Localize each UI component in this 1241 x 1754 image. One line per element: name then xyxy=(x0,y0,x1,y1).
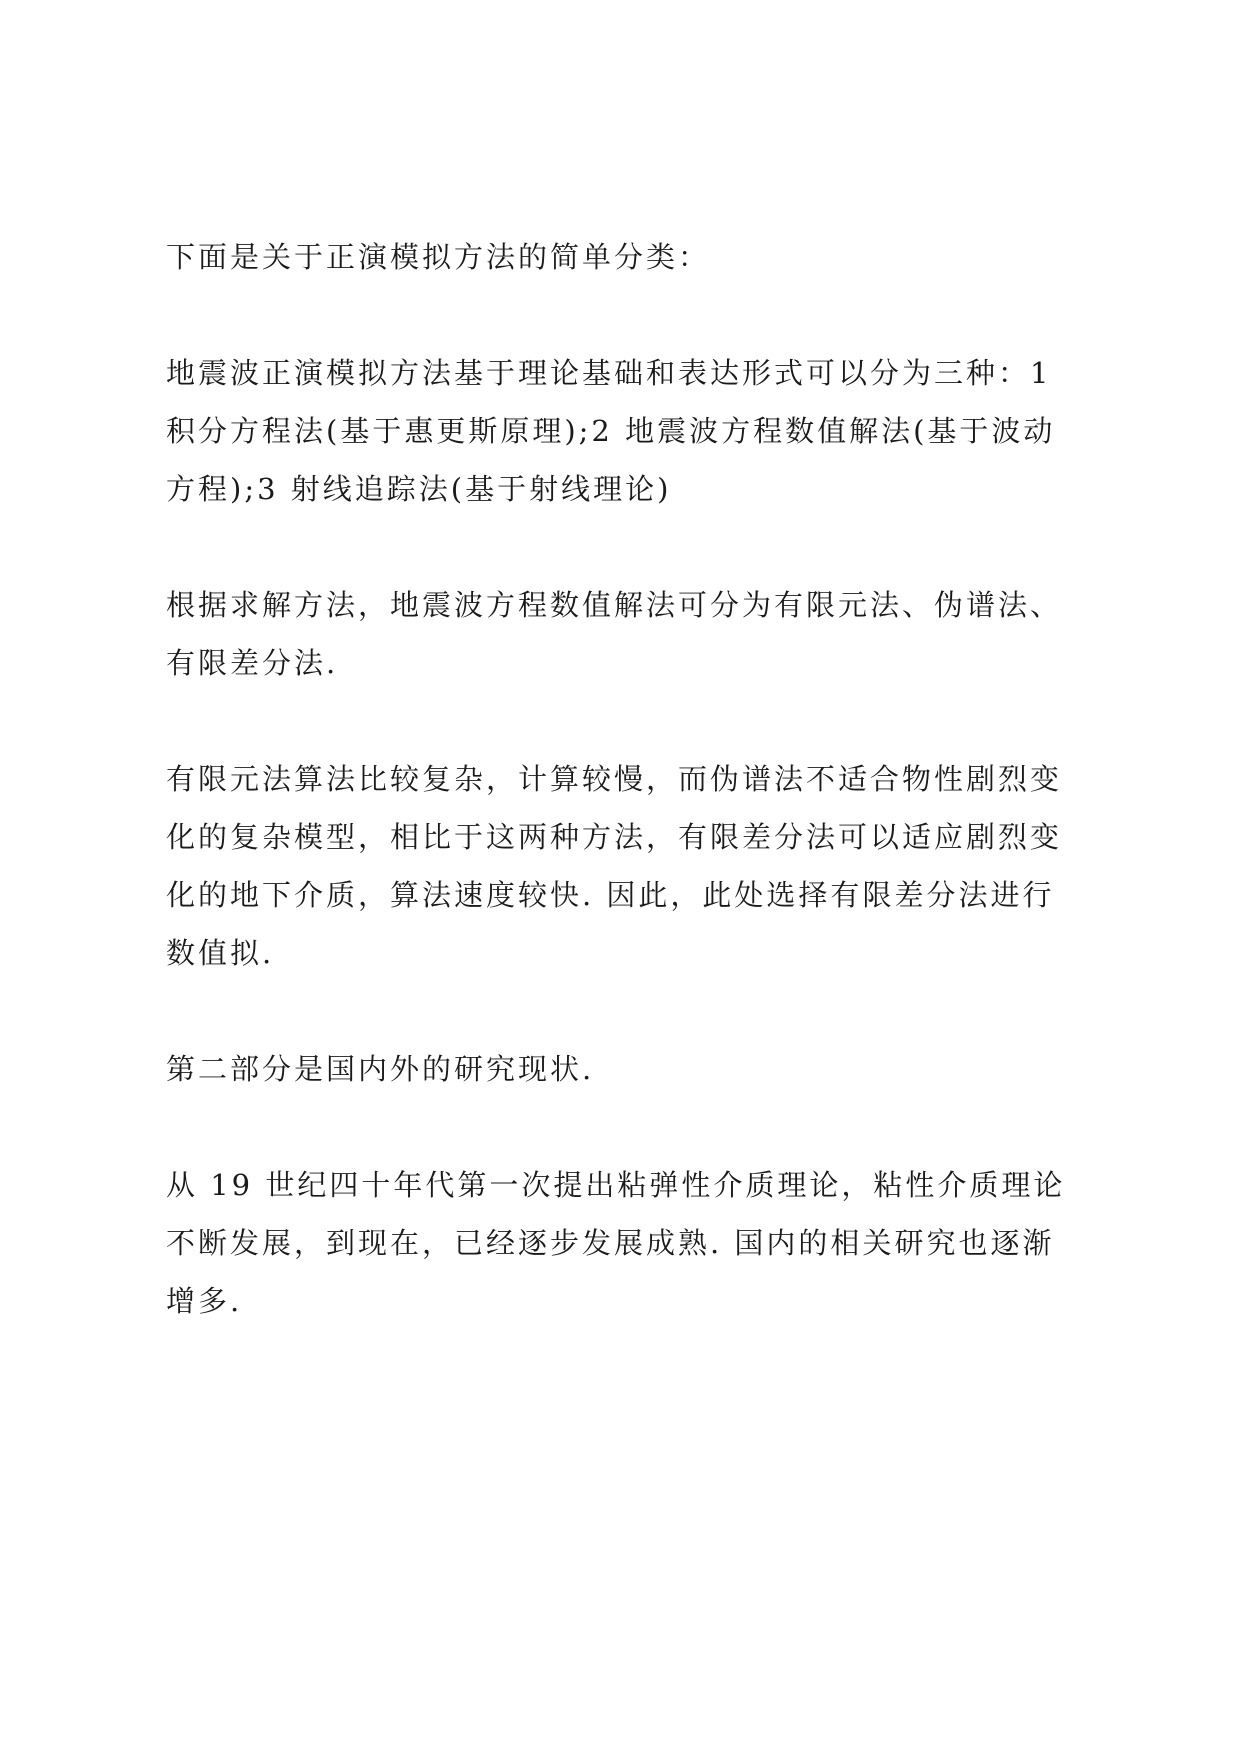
paragraph-intro xyxy=(166,228,1096,286)
text-line: 第二部分是国内外的研究现状. xyxy=(166,1052,595,1086)
text-line: 化的复杂模型，相比于这两种方法，有限差分法可以适应剧烈变 xyxy=(166,820,1063,854)
text-line: 化的地下介质，算法速度较快. 因此，此处选择有限差分法进行 xyxy=(166,878,1055,912)
text-line: 下面是关于正演模拟方法的简单分类： xyxy=(166,240,711,274)
text-line: 数值拟. xyxy=(166,936,275,970)
text-line: 方程);3 射线追踪法(基于射线理论) xyxy=(166,472,672,506)
paragraph-section-two xyxy=(166,1040,1096,1098)
text-line: 从 19 世纪四十年代第一次提出粘弹性介质理论，粘性介质理论 xyxy=(166,1168,1066,1202)
paragraph-research-status xyxy=(166,1156,1096,1330)
document-body xyxy=(166,228,1096,1330)
text-line: 根据求解方法，地震波方程数值解法可分为有限元法、伪谱法、 xyxy=(166,588,1063,622)
text-line: 不断发展，到现在，已经逐步发展成熟. 国内的相关研究也逐渐 xyxy=(166,1226,1055,1260)
paragraph-classification xyxy=(166,344,1096,518)
text-line: 有限元法算法比较复杂，计算较慢，而伪谱法不适合物性剧烈变 xyxy=(166,762,1063,796)
text-line: 积分方程法(基于惠更斯原理);2 地震波方程数值解法(基于波动 xyxy=(166,414,1056,448)
text-line: 有限差分法. xyxy=(166,646,339,680)
text-line: 增多. xyxy=(166,1284,243,1318)
text-line: 地震波正演模拟方法基于理论基础和表达形式可以分为三种：1 xyxy=(166,356,1052,390)
paragraph-method-comparison xyxy=(166,750,1096,982)
paragraph-solution-methods xyxy=(166,576,1096,692)
